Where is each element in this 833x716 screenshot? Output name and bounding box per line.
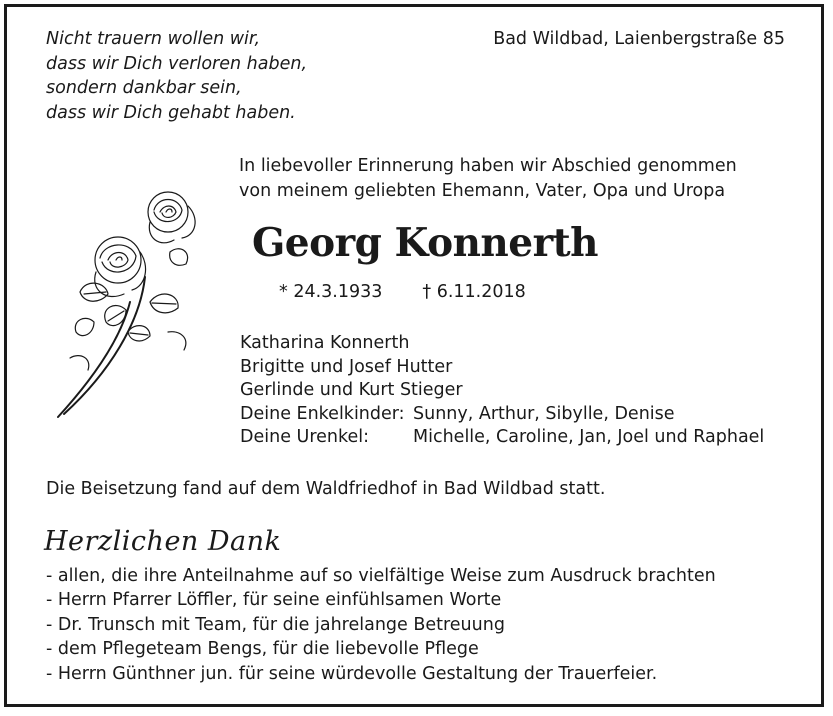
intro-line: von meinem geliebten Ehemann, Vater, Opa und Uropa bbox=[239, 181, 726, 201]
family-name: Gerlinde und Kurt Stieger bbox=[240, 380, 463, 400]
family-label: Deine Urenkel: bbox=[240, 427, 370, 447]
intro-text bbox=[239, 154, 737, 204]
death-date: † 6.11.2018 bbox=[422, 282, 526, 302]
family-value: Sunny, Arthur, Sibylle, Denise bbox=[413, 403, 675, 424]
thanks-item: - Herrn Pfarrer Löffler, für seine einfühlsamen Worte bbox=[46, 590, 502, 611]
family-row bbox=[240, 426, 764, 450]
family-value: Michelle, Caroline, Jan, Joel und Raphael bbox=[413, 427, 765, 447]
poem-line: dass wir Dich gehabt haben. bbox=[46, 102, 296, 123]
rose-illustration-icon bbox=[50, 182, 210, 422]
address: Bad Wildbad, Laienbergstraße 85 bbox=[493, 29, 785, 49]
family-row bbox=[240, 379, 764, 403]
poem-line: Nicht trauern wollen wir, bbox=[46, 29, 261, 49]
intro-line: In liebevoller Erinnerung haben wir Abschied genommen bbox=[239, 156, 737, 176]
thanks-heading: Herzlichen Dank bbox=[44, 526, 282, 557]
family-row bbox=[240, 403, 764, 427]
family-row bbox=[240, 332, 764, 356]
thanks-item: - allen, die ihre Anteilnahme auf so vielfältige Weise zum Ausdruck brachten bbox=[46, 566, 716, 586]
poem-line: sondern dankbar sein, bbox=[46, 78, 242, 98]
poem bbox=[46, 27, 307, 125]
birth-date: * 24.3.1933 bbox=[279, 282, 383, 302]
family-name: Brigitte und Josef Hutter bbox=[240, 356, 453, 377]
family-label: Deine Enkelkinder: bbox=[240, 403, 405, 424]
thanks-list bbox=[46, 564, 716, 686]
thanks-item: - Herrn Günthner jun. für seine würdevolle Gestaltung der Trauerfeier. bbox=[46, 663, 658, 684]
deceased-name: Georg Konnerth bbox=[252, 220, 599, 266]
poem-line: dass wir Dich verloren haben, bbox=[46, 53, 308, 74]
thanks-item: - dem Pflegeteam Bengs, für die liebevolle Pflege bbox=[46, 639, 479, 660]
family-list bbox=[240, 332, 764, 450]
family-row bbox=[240, 356, 764, 380]
life-dates bbox=[279, 280, 526, 304]
thanks-item: - Dr. Trunsch mit Team, für die jahrelange Betreuung bbox=[46, 614, 505, 635]
family-name: Katharina Konnerth bbox=[240, 333, 410, 353]
funeral-notice: Die Beisetzung fand auf dem Waldfriedhof in Bad Wildbad statt. bbox=[46, 479, 606, 499]
